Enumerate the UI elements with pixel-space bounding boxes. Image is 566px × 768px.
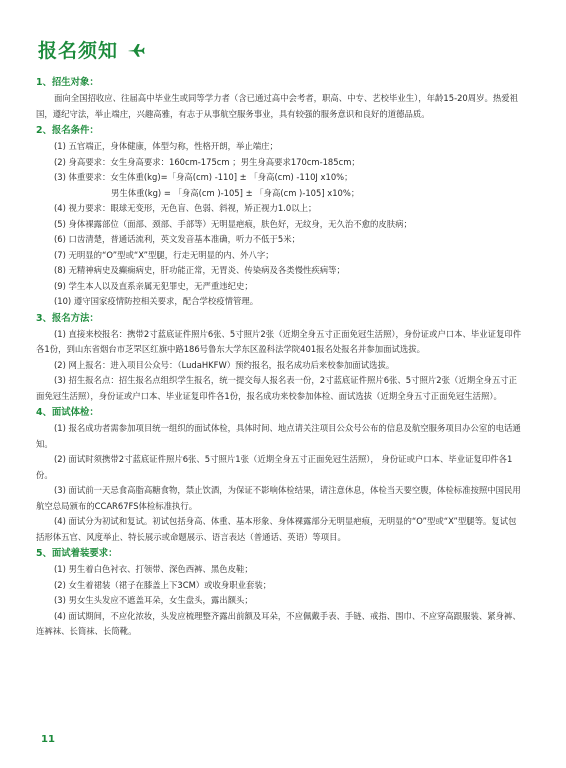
page-number: 11	[41, 734, 55, 745]
paragraph: (4) 面试分为初试和复试。初试包括身高、体重、基本形象、身体裸露部分无明显疤痕，无明显的“O”型或“X”型腿等。复试包括形体五官、风度举止、特长展示或命题展示、语言表达（普通话、英语）等项目。	[36, 516, 517, 542]
title-row	[38, 36, 145, 63]
list-item: (6) 口齿清楚，普通话流利，英文发音基本准确，听力不低于5米；	[54, 234, 300, 244]
list-item: (9) 学生本人以及直系亲属无犯罪史，无严重违纪史；	[54, 280, 253, 291]
paragraph: (1) 直接来校报名：携带2寸蓝底证件照片6张、5寸照片2张（近期全身五寸正面免冠生活照），身份证或户口本、毕业证复印件各1份，到山东省烟台市芝罘区红旗中路186号鲁东大学东区盈科法学院401报名处报名并参加面试选拔。	[36, 328, 522, 354]
paragraph: (1) 报名成功者需参加项目统一组织的面试体检，具体时间、地点请关注项目公众号公布的信息及航空服务项目办公室的电话通知。	[36, 423, 521, 449]
section-heading: 1、招生对象：	[36, 77, 99, 88]
list-item: (2) 女生着裙装（裙子在膝盖上下3CM）或收身职业套装；	[54, 579, 272, 590]
list-item: (4) 视力要求：眼球无变形，无色盲、色弱、斜视，矫正视力1.0以上；	[54, 203, 317, 213]
paragraph: 面向全国招收应、往届高中毕业生或同等学力者（含已通过高中会考者，职高、中专、艺校毕业生），年龄15-20周岁。热爱祖国，遵纪守法，举止端庄，兴趣高雅，有志于从事航空服务事业，具有较强的服务意识和良好的道德品质。	[36, 93, 519, 119]
list-item: (10) 遵守国家疫情防控相关要求，配合学校疫情管理。	[54, 296, 259, 306]
section-heading: 4、面试体检：	[36, 407, 99, 418]
airplane-icon	[127, 42, 145, 58]
paragraph: (2) 网上报名：进入项目公众号：（LudaHKFW）预约报名，报名成功后来校参加面试选拔。	[54, 359, 395, 370]
page-title: 报名须知	[38, 40, 119, 62]
list-item: (8) 无精神病史及癫痫病史，肝功能正常，无胃炎、传染病及各类慢性疾病等；	[54, 265, 345, 275]
list-item: (2) 身高要求：女生身高要求：160cm-175cm ；男生身高要求170cm-185cm；	[54, 156, 360, 167]
section-heading: 3、报名方法：	[36, 312, 99, 324]
list-item: (3) 男女生头发应不遮盖耳朵，女生盘头，露出额头；	[54, 595, 253, 605]
paragraph: (3) 面试前一天忌食高脂高糖食物，禁止饮酒，为保证不影响体检结果，请注意休息，体检当天要空腹，体检标准按照中国民用航空总局颁布的CCAR67FS体检标准执行。	[36, 485, 521, 511]
list-item: (3) 体重要求：女生体重(kg)=「身高(cm) -110] ± 「身高(cm) -110J x10%；	[54, 172, 353, 182]
list-item: (1) 男生着白色衬衣、打领带、深色西裤、黑色皮鞋；	[54, 564, 253, 574]
list-item: 男生体重(kg) = 「身高(cm )-105] ± 「身高(cm )-105] x10%；	[111, 187, 360, 198]
list-item: (5) 身体裸露部位（面部、颈部、手部等）无明显疤痕，肤色好，无纹身，无久治不愈的皮肤病；	[54, 218, 412, 229]
section-heading: 2、报名条件：	[36, 125, 99, 136]
list-item: (1) 五官端正，身体健康，体型匀称，性格开朗，举止端庄；	[54, 141, 278, 151]
paragraph: (4) 面试期间，不应化浓妆，头发应梳理整齐露出前额及耳朵，不应佩戴手表、手链、戒指、围巾、不应穿高跟服装、紧身裤、连裤袜、长筒袜、长筒靴。	[36, 610, 521, 636]
section-heading: 5、面试着装要求：	[36, 548, 118, 559]
list-item: (7) 无明显的“O”型或“X”型腿，行走无明显的内、外八字；	[54, 249, 274, 260]
paragraph: (2) 面试时须携带2寸蓝底证件照片6张、5寸照片1张（近期全身五寸正面免冠生活照）， 身份证或户口本、毕业证复印件各1份。	[36, 454, 513, 480]
content	[36, 74, 524, 640]
paragraph: (3) 招生报名点：招生报名点组织学生报名，统一提交每人报名表一份，2寸蓝底证件照片6张、5寸照片2张（近期全身五寸正面免冠生活照），身份证或户口本、毕业证复印件各1份，报名成功来校参加体检、面试选拔（近期全身五寸正面免冠生活照）。	[36, 375, 517, 401]
